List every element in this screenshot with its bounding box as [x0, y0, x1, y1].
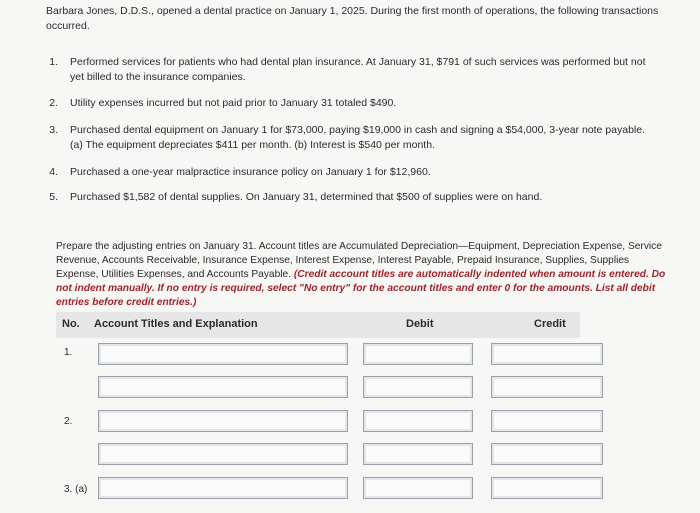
instructions-note: (Credit account titles are automatically indented when amount is entered. Do not indent manually. If no entry is required, select "No entry" for the account titles and enter 0 for the amounts. List all debit entries before credit entries.) — [56, 269, 666, 308]
journal-table-header — [56, 312, 580, 338]
account-title-input[interactable] — [98, 343, 348, 365]
debit-input[interactable] — [363, 410, 473, 432]
problem-intro: Barbara Jones, D.D.S., opened a dental practice on January 1, 2025. During the first month of operations, the following transactions occurred. — [46, 5, 659, 32]
transaction-text: Utility expenses incurred but not paid prior to January 31 totaled $490. — [70, 97, 397, 109]
debit-input[interactable] — [363, 343, 473, 365]
header-credit: Credit — [534, 318, 566, 330]
transaction-text: Purchased dental equipment on January 1 for $73,000, paying $19,000 in cash and signing a $54,000, 3-year note payable. (a) The equipment depreciates $411 per month. (b) Interest is $540 per month. — [70, 124, 645, 151]
transaction-number: 3. — [49, 124, 58, 136]
credit-input[interactable] — [491, 343, 603, 365]
entry-number-label: 2. — [64, 416, 73, 427]
instructions — [56, 240, 668, 310]
debit-input[interactable] — [363, 477, 473, 499]
header-account-titles: Account Titles and Explanation — [94, 318, 258, 330]
credit-input[interactable] — [491, 477, 603, 499]
transaction-number: 2. — [49, 97, 58, 109]
entry-number-label: 3. (a) — [64, 484, 88, 495]
transaction-text: Performed services for patients who had dental plan insurance. At January 31, $791 of such services was performed but not yet billed to the insurance companies. — [70, 56, 646, 83]
account-title-input[interactable] — [98, 410, 348, 432]
account-title-input[interactable] — [98, 376, 348, 398]
transaction-text: Purchased a one-year malpractice insurance policy on January 1 for $12,960. — [70, 166, 431, 178]
header-no: No. — [62, 318, 80, 330]
entry-number-label: 1. — [64, 347, 73, 358]
credit-input[interactable] — [491, 376, 603, 398]
header-debit: Debit — [406, 318, 434, 330]
transaction-number: 4. — [49, 166, 58, 178]
transaction-number: 1. — [49, 56, 58, 68]
debit-input[interactable] — [363, 376, 473, 398]
transaction-text: Purchased $1,582 of dental supplies. On January 31, determined that $500 of supplies were on hand. — [70, 191, 543, 203]
debit-input[interactable] — [363, 443, 473, 465]
credit-input[interactable] — [491, 443, 603, 465]
account-title-input[interactable] — [98, 443, 348, 465]
transaction-number: 5. — [49, 191, 58, 203]
instructions-text: Prepare the adjusting entries on January 31. Account titles are Accumulated Depreciation—Equipment, Depreciation Expense, Service Revenue, Accounts Receivable, Insurance Expense, Interest Expense, Interest Payable, Prepaid Insurance, Supplies, Supplies Expense, Utilities Expenses, and Accounts Payable. — [56, 241, 662, 280]
credit-input[interactable] — [491, 410, 603, 432]
account-title-input[interactable] — [98, 477, 348, 499]
